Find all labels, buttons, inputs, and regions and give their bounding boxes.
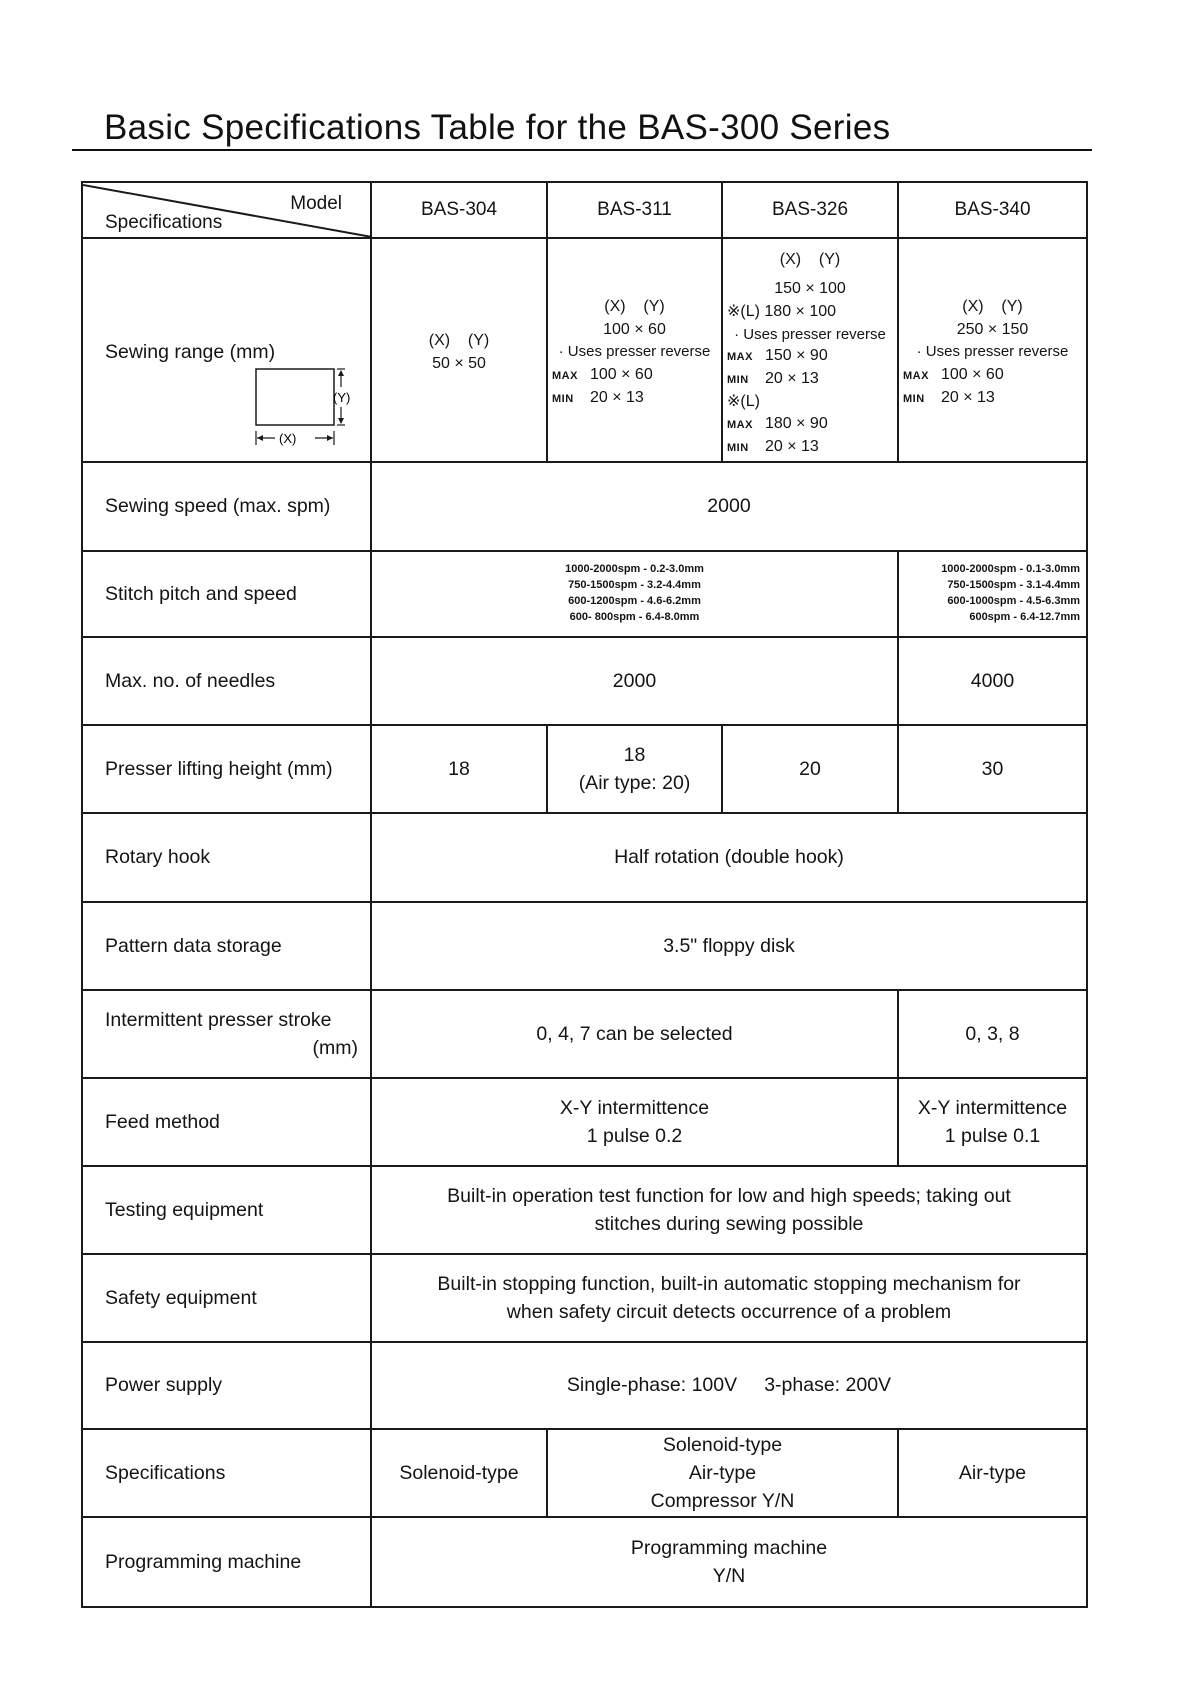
feed-label: Feed method — [82, 1078, 371, 1166]
pitch-line: 600-1200spm - 4.6-6.2mm — [568, 595, 701, 607]
range-max — [723, 345, 897, 368]
sewing-range-label: Sewing range (mm) — [105, 341, 276, 363]
row-feed — [82, 1078, 1087, 1166]
row-specifications — [82, 1429, 1087, 1517]
spec-bas311-326 — [547, 1429, 898, 1517]
power-value: Single-phase: 100V 3-phase: 200V — [371, 1342, 1087, 1429]
corner-spec-label: Specifications — [105, 212, 223, 234]
range-min — [548, 386, 721, 409]
intermittent-main: 0, 4, 7 can be selected — [371, 990, 898, 1078]
spec-bas304: Solenoid-type — [371, 1429, 547, 1517]
range-l-max — [723, 413, 897, 436]
needles-label: Max. no. of needles — [82, 637, 371, 725]
row-power — [82, 1342, 1087, 1429]
row-presser-lift — [82, 725, 1087, 813]
row-testing — [82, 1166, 1087, 1254]
min-tag: MIN — [727, 442, 749, 455]
testing-line1: Built-in operation test function for low and high speeds; taking out — [447, 1184, 1011, 1207]
title-underline — [72, 149, 1092, 151]
spec-line: Solenoid-type — [662, 1433, 783, 1456]
max-tag: MAX — [903, 369, 929, 382]
row-sewing-speed — [82, 462, 1087, 551]
range-min — [899, 386, 1086, 409]
spec-table — [81, 181, 1088, 1608]
pitch-line: 1000-2000spm - 0.1-3.0mm — [941, 563, 1080, 576]
corner-model-label: Model — [290, 193, 342, 214]
feed-bas340 — [898, 1078, 1087, 1166]
stitch-pitch-bas340 — [898, 551, 1087, 637]
presser-lift-bas311-air: (Air type: 20) — [578, 772, 691, 794]
testing-line2: stitches during sewing possible — [594, 1213, 864, 1235]
model-bas311: BAS-311 — [547, 182, 722, 238]
axis-x: (X) — [604, 297, 626, 315]
min-value: 20 × 13 — [941, 389, 995, 407]
presser-lift-bas311 — [547, 725, 722, 813]
range-size: 50 × 50 — [432, 355, 486, 372]
programming-line2: Y/N — [712, 1565, 746, 1587]
power-label: Power supply — [82, 1342, 371, 1429]
range-l-size: ※(L) 180 × 100 — [727, 303, 837, 321]
min-tag: MIN — [552, 393, 574, 406]
safety-value — [371, 1254, 1087, 1342]
presser-reverse-note: · Uses presser reverse — [558, 343, 711, 361]
l-max-value: 180 × 90 — [765, 415, 828, 433]
diagram-x-label: (X) — [279, 431, 297, 446]
row-rotary-hook — [82, 813, 1087, 902]
axis-y: (Y) — [1001, 297, 1023, 315]
axis-y: (Y) — [818, 251, 841, 269]
row-needles — [82, 637, 1087, 725]
pitch-line: 750-1500spm - 3.1-4.4mm — [947, 579, 1080, 592]
pattern-storage-label: Pattern data storage — [82, 902, 371, 990]
feed-main-line1: X-Y intermittence — [559, 1096, 710, 1119]
model-bas340: BAS-340 — [898, 182, 1087, 238]
sewing-speed-label: Sewing speed (max. spm) — [82, 462, 371, 551]
needles-main: 2000 — [371, 637, 898, 725]
stitch-pitch-label: Stitch pitch and speed — [82, 551, 371, 637]
range-max — [899, 363, 1086, 386]
corner-cell — [82, 182, 371, 238]
pitch-line: 750-1500spm - 3.2-4.4mm — [568, 579, 701, 592]
range-l-min — [723, 436, 897, 459]
safety-line1: Built-in stopping function, built-in automatic stopping mechanism for — [437, 1272, 1021, 1295]
diagram-y-label: (Y) — [333, 390, 351, 405]
feed-bas340-line1: X-Y intermittence — [917, 1096, 1068, 1119]
axis-x: (X) — [428, 331, 451, 349]
programming-label: Programming machine — [82, 1517, 371, 1607]
row-programming — [82, 1517, 1087, 1607]
presser-lift-bas311-value: 18 — [623, 743, 646, 766]
l-min-value: 20 × 13 — [765, 438, 819, 456]
pattern-storage-value: 3.5" floppy disk — [371, 902, 1087, 990]
intermittent-label-line1: Intermittent presser stroke — [105, 1008, 332, 1031]
spec-line: Air-type — [688, 1461, 757, 1484]
feed-main — [371, 1078, 898, 1166]
specifications-label: Specifications — [82, 1429, 371, 1517]
row-intermittent — [82, 990, 1087, 1078]
stitch-pitch-main — [371, 551, 898, 637]
range-l-tag: ※(L) — [727, 392, 760, 410]
pitch-line: 600-1000spm - 4.5-6.3mm — [947, 595, 1080, 607]
feed-main-line2: 1 pulse 0.2 — [586, 1125, 683, 1147]
intermittent-label-line2: (mm) — [312, 1037, 358, 1059]
row-pattern-storage — [82, 902, 1087, 990]
feed-bas340-line2: 1 pulse 0.1 — [944, 1125, 1041, 1147]
range-bas326 — [722, 238, 898, 462]
presser-lift-label: Presser lifting height (mm) — [82, 725, 371, 813]
max-tag: MAX — [727, 351, 753, 364]
row-stitch-pitch — [82, 551, 1087, 637]
pitch-line: 1000-2000spm - 0.2-3.0mm — [565, 563, 704, 576]
axis-header — [372, 325, 546, 352]
presser-lift-bas304: 18 — [371, 725, 547, 813]
range-bas311 — [547, 238, 722, 462]
min-tag: MIN — [903, 393, 925, 406]
min-tag: MIN — [727, 373, 749, 386]
model-bas304: BAS-304 — [371, 182, 547, 238]
range-size: 250 × 150 — [956, 320, 1029, 338]
presser-reverse-note: · Uses presser reverse — [734, 325, 886, 343]
axis-y: (Y) — [643, 297, 665, 315]
min-value: 20 × 13 — [590, 389, 644, 407]
rotary-hook-value: Half rotation (double hook) — [371, 813, 1087, 902]
range-max — [548, 363, 721, 386]
safety-label: Safety equipment — [82, 1254, 371, 1342]
max-tag: MAX — [727, 419, 753, 432]
min-value: 20 × 13 — [765, 369, 819, 387]
range-size: 100 × 60 — [603, 320, 666, 338]
range-bas340 — [898, 238, 1087, 462]
testing-value — [371, 1166, 1087, 1254]
range-size: 150 × 100 — [774, 279, 846, 297]
axis-y: (Y) — [467, 331, 490, 349]
axis-header — [548, 291, 721, 318]
model-bas326: BAS-326 — [722, 182, 898, 238]
pitch-line: 600- 800spm - 6.4-8.0mm — [569, 610, 700, 623]
testing-label: Testing equipment — [82, 1166, 371, 1254]
axis-header — [723, 241, 897, 275]
row-safety — [82, 1254, 1087, 1342]
sewing-range-diagram — [253, 367, 353, 451]
spec-bas340: Air-type — [898, 1429, 1087, 1517]
programming-value — [371, 1517, 1087, 1607]
intermittent-bas340: 0, 3, 8 — [898, 990, 1087, 1078]
spec-line: Compressor Y/N — [650, 1490, 795, 1513]
programming-line1: Programming machine — [630, 1536, 828, 1559]
max-value: 100 × 60 — [941, 365, 1004, 383]
max-tag: MAX — [552, 369, 578, 382]
axis-x: (X) — [962, 297, 984, 315]
range-min — [723, 368, 897, 391]
intermittent-label — [82, 990, 371, 1078]
rotary-hook-label: Rotary hook — [82, 813, 371, 902]
header-row — [82, 182, 1087, 238]
range-bas304 — [371, 238, 547, 462]
page-title: Basic Specifications Table for the BAS-300 Series — [104, 108, 891, 147]
axis-header — [899, 291, 1086, 318]
safety-line2: when safety circuit detects occurrence of a problem — [506, 1301, 952, 1323]
presser-reverse-note: · Uses presser reverse — [916, 343, 1069, 361]
row-sewing-range — [82, 238, 1087, 462]
needles-bas340: 4000 — [898, 637, 1087, 725]
sewing-speed-value: 2000 — [371, 462, 1087, 551]
presser-lift-bas326: 20 — [722, 725, 898, 813]
sewing-range-label-cell — [82, 238, 371, 462]
max-value: 100 × 60 — [590, 365, 653, 383]
presser-lift-bas340: 30 — [898, 725, 1087, 813]
axis-x: (X) — [779, 251, 802, 269]
pitch-line: 600spm - 6.4-12.7mm — [969, 610, 1080, 623]
max-value: 150 × 90 — [765, 347, 828, 365]
